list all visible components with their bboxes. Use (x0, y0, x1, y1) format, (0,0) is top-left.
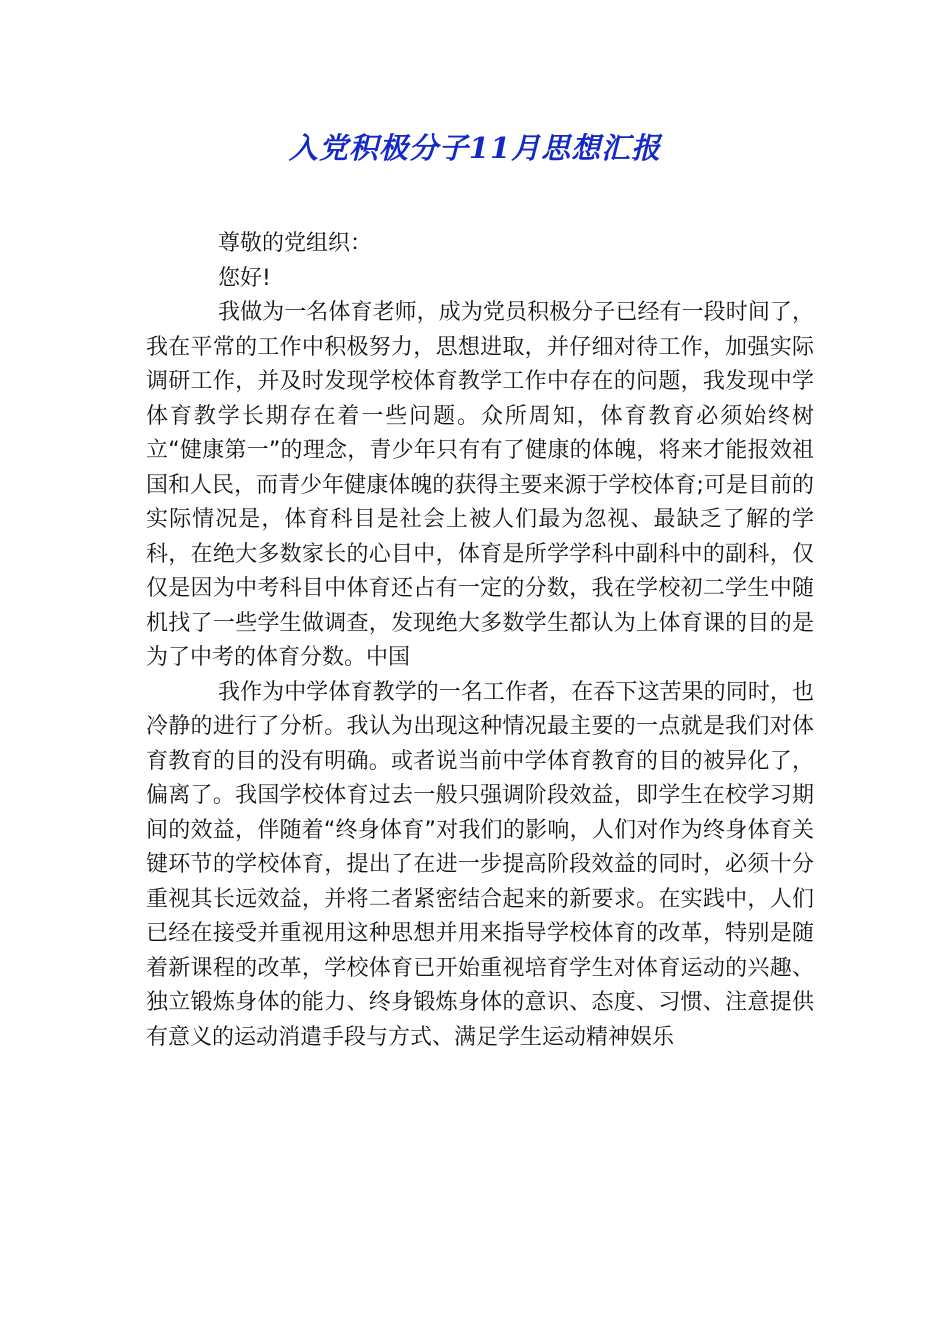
body-paragraph-2: 我作为中学体育教学的一名工作者，在吞下这苦果的同时，也冷静的进行了分析。我认为出现这种情况最主要的一点就是我们对体育教育的目的没有明确。或者说当前中学体育教育的目的被异化了，偏离了。我国学校体育过去一般只强调阶段效益，即学生在校学习期间的效益，伴随着“终身体育”对我们的影响，人们对作为终身体育关键环节的学校体育，提出了在进一步提高阶段效益的同时，必须十分重视其长远效益，并将二者紧密结合起来的新要求。在实践中，人们已经在接受并重视用这种思想并用来指导学校体育的改革，特别是随着新课程的改革，学校体育已开始重视培育学生对体育运动的兴趣、独立锻炼身体的能力、终身锻炼身体的意识、态度、习惯、注意提供有意义的运动消遣手段与方式、满足学生运动精神娱乐 (146, 679, 814, 1050)
greeting: 您好! (218, 265, 271, 291)
document-body (146, 227, 814, 1055)
salutation: 尊敬的党组织： (218, 231, 373, 256)
document-title: 入党积极分子11月思想汇报 (288, 131, 662, 165)
body-paragraph-1: 我做为一名体育老师，成为党员积极分子已经有一段时间了，我在平常的工作中积极努力，思想进取，并仔细对待工作，加强实际调研工作，并及时发现学校体育教学工作中存在的问题，我发现中学体育教学长期存在着一些问题。众所周知，体育教育必须始终树立“健康第一”的理念，青少年只有有了健康的体魄，将来才能报效祖国和人民，而青少年健康体魄的获得主要来源于学校体育;可是目前的实际情况是，体育科目是社会上被人们最为忽视、最缺乏了解的学科，在绝大多数家长的心目中，体育是所学学科中副科中的副科，仅仅是因为中考科目中体育还占有一定的分数，我在学校初二学生中随机找了一些学生做调查，发现绝大多数学生都认为上体育课的目的是为了中考的体育分数。中国 (146, 300, 814, 670)
